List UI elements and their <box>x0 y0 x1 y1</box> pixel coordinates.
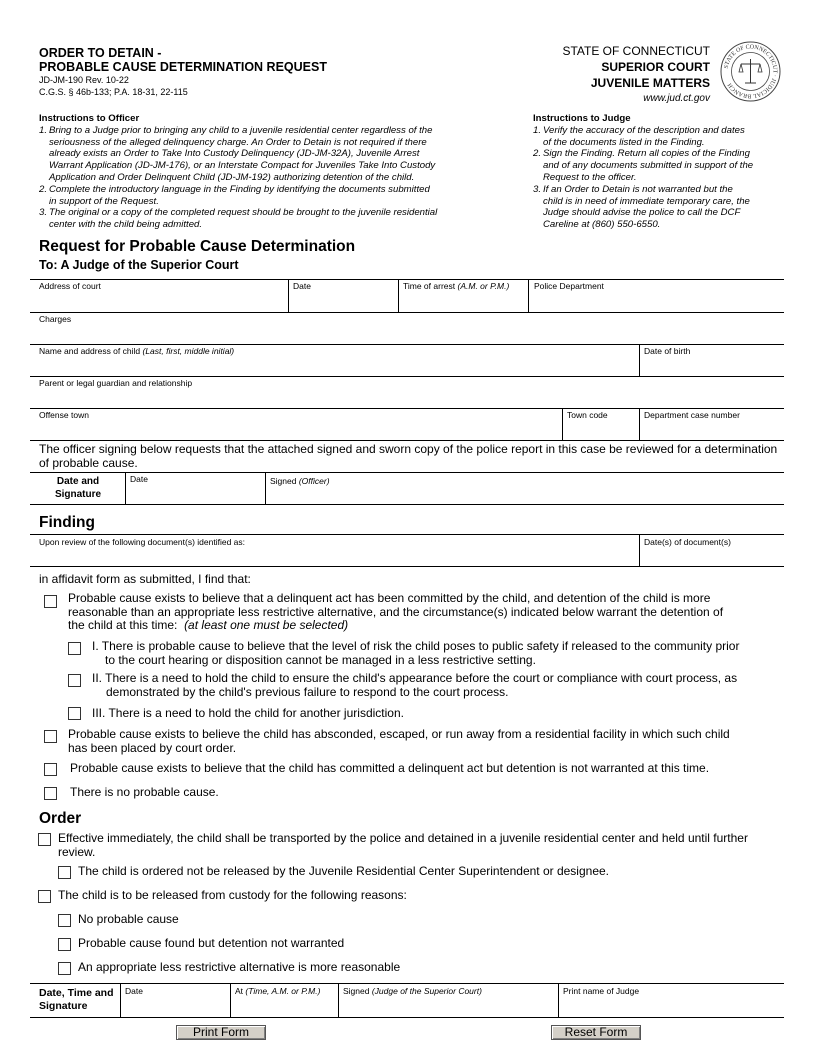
judicial-seal-icon <box>720 41 781 102</box>
reason-1: No probable cause <box>78 912 179 926</box>
at-least-one-note: (at least one must be selected) <box>184 618 349 632</box>
documents-identified-field[interactable] <box>31 547 638 566</box>
officer-instructions-heading: Instructions to Officer <box>39 113 140 124</box>
reason-3: An appropriate less restrictive alternative is more reasonable <box>78 960 401 974</box>
charges-field[interactable] <box>31 324 783 344</box>
judge-date-label: Date <box>125 986 143 996</box>
reason-no-probable-cause-checkbox[interactable] <box>58 914 71 927</box>
upon-review-label: Upon review of the following document(s) identified as: <box>39 537 245 547</box>
finding-option-4: There is no probable cause. <box>70 785 219 799</box>
dates-of-documents-label: Date(s) of document(s) <box>644 537 731 547</box>
time-of-arrest-label: Time of arrest <box>403 281 456 291</box>
finding-option-2: Probable cause exists to believe the child has absconded, escaped, or run away from a residential facility in which such child has been placed by court order. <box>68 727 730 755</box>
town-code-field[interactable] <box>564 420 638 440</box>
judge-at-label: At <box>235 986 244 996</box>
print-name-label: Print name of Judge <box>563 986 640 996</box>
reason-detention-not-warranted-checkbox[interactable] <box>58 938 71 951</box>
town-code-label: Town code <box>567 410 608 420</box>
offense-town-field[interactable] <box>31 420 561 440</box>
judge-instruction-3: 3. If an Order to Detain is not warranted but the child is in need of immediate temporary care, the Judge should advise the police to call the DCF Careline at (860) 550-6550. <box>533 183 750 231</box>
finding-probable-cause-detention-checkbox[interactable] <box>44 595 57 608</box>
officer-instruction-1: 1. Bring to a Judge prior to bringing any child to a juvenile residential center regardless of the seriousness of the alleged delinquency charge. An Order to Detain is not required if there already exists an Order to Take Into Custody Delinquency (JD-JM-32A), Juvenile Arrest Warrant Application (JD-JM-176), or an Interstate Compact for Juveniles Take Into Custody Application and Order Delinquent Child (JD-JM-192) authorizing detention of the child. <box>39 124 436 183</box>
finding-option-3: Probable cause exists to believe that the child has committed a delinquent act but detention is not warranted at this time. <box>70 761 710 775</box>
officer-signature-field[interactable] <box>267 486 783 504</box>
officer-instruction-2: 2. Complete the introductory language in the Finding by identifying the documents submitted in support of the Request. <box>39 183 430 207</box>
order-detain-checkbox[interactable] <box>38 833 51 846</box>
judge-instructions <box>533 113 793 231</box>
finding-no-probable-cause-checkbox[interactable] <box>44 787 57 800</box>
judge-date-field[interactable] <box>122 996 229 1016</box>
finding-absconded-checkbox[interactable] <box>44 730 57 743</box>
form-title-line1: ORDER TO DETAIN - <box>39 46 162 60</box>
officer-date-label: Date <box>130 474 148 484</box>
request-date-field[interactable] <box>290 291 397 312</box>
dept-case-number-field[interactable] <box>641 420 783 440</box>
dept-case-number-label: Department case number <box>644 410 740 420</box>
parent-guardian-label: Parent or legal guardian and relationship <box>39 378 193 388</box>
finding-sub-1: I. There is probable cause to believe that the level of risk the child poses to public safety if released to the community prior to the court hearing or disposition cannot be managed in a less restrictive setting. <box>92 639 740 667</box>
judge-at-note: (Time, A.M. or P.M.) <box>245 986 321 996</box>
police-department-label: Police Department <box>534 281 604 291</box>
finding-heading: Finding <box>39 514 95 531</box>
judge-instructions-heading: Instructions to Judge <box>533 113 631 124</box>
finding-appearance-checkbox[interactable] <box>68 674 81 687</box>
time-of-arrest-note: (A.M. or P.M.) <box>457 281 510 291</box>
officer-signed-note: (Officer) <box>298 476 330 486</box>
judge-signed-label: Signed <box>343 986 370 996</box>
divider <box>30 279 784 280</box>
charges-label: Charges <box>39 314 72 324</box>
division-name: JUVENILE MATTERS <box>590 76 710 90</box>
form-number: JD-JM-190 Rev. 10-22 <box>39 75 129 85</box>
form-title-line2: PROBABLE CAUSE DETERMINATION REQUEST <box>39 60 327 74</box>
state-name: STATE OF CONNECTICUT <box>562 44 710 58</box>
date-of-birth-label: Date of birth <box>644 346 691 356</box>
offense-town-label: Offense town <box>39 410 89 420</box>
request-heading: Request for Probable Cause Determination <box>39 238 356 255</box>
address-of-court-label: Address of court <box>39 281 101 291</box>
child-name-label: Name and address of child <box>39 346 141 356</box>
dates-of-documents-field[interactable] <box>641 547 783 566</box>
order-release-checkbox[interactable] <box>38 890 51 903</box>
finding-detention-not-warranted-checkbox[interactable] <box>44 763 57 776</box>
officer-instructions <box>39 113 509 231</box>
judge-signed-note: (Judge of the Superior Court) <box>371 986 482 996</box>
time-of-arrest-field[interactable] <box>400 291 527 312</box>
judge-signature-field[interactable] <box>340 996 557 1016</box>
finding-other-jurisdiction-checkbox[interactable] <box>68 707 81 720</box>
finding-public-safety-checkbox[interactable] <box>68 642 81 655</box>
reason-less-restrictive-checkbox[interactable] <box>58 962 71 975</box>
order-option-2: The child is to be released from custody for the following reasons: <box>58 888 407 902</box>
request-to: To: A Judge of the Superior Court <box>39 258 239 272</box>
police-department-field[interactable] <box>530 291 783 312</box>
order-heading: Order <box>39 810 82 827</box>
court-name: SUPERIOR COURT <box>601 60 710 74</box>
officer-statement: The officer signing below requests that the attached signed and sworn copy of the police report in this case be reviewed for a determination of probable cause. <box>39 442 778 470</box>
judge-date-time-signature-label: Date, Time and Signature <box>39 987 114 1012</box>
statute: C.G.S. § 46b-133; P.A. 18-31, 22-115 <box>39 87 188 97</box>
judge-instruction-1: 1. Verify the accuracy of the description and dates of the documents listed in the Finding. <box>533 124 745 148</box>
officer-signed-label: Signed <box>270 476 297 486</box>
date-label: Date <box>293 281 311 291</box>
reset-form-button[interactable]: Reset Form <box>551 1025 641 1040</box>
officer-date-signature-label: Date and Signature <box>54 476 102 500</box>
print-name-field[interactable] <box>560 996 783 1016</box>
seal-text: STATE OF CONNECTICUT · JUDICIAL BRANCH <box>723 44 778 99</box>
reason-2: Probable cause found but detention not warranted <box>78 936 345 950</box>
child-name-note: (Last, first, middle initial) <box>142 346 235 356</box>
affidavit-text: in affidavit form as submitted, I find that: <box>39 572 251 586</box>
order-option-1-sub: The child is ordered not be released by the Juvenile Residential Center Superintendent or designee. <box>78 864 609 878</box>
order-not-released-checkbox[interactable] <box>58 866 71 879</box>
judge-instruction-2: 2. Sign the Finding. Return all copies of the Finding and of any documents submitted in support of the Request to the officer. <box>533 148 754 183</box>
finding-sub-2: II. There is a need to hold the child to ensure the child's appearance before the court or compliance with court process, as demonstrated by the child's previous failure to respond to the court process. <box>92 671 738 699</box>
finding-option-1: Probable cause exists to believe that a delinquent act has been committed by the child, and detention of the child is more reasonable than an appropriate less restrictive alternative, and the circumstance(s) indicated below warrant the detention of the child at this time: (at least one must be selected) <box>68 591 724 632</box>
officer-instruction-3: 3. The original or a copy of the completed request should be brought to the juvenile residential center with the child being admitted. <box>39 207 438 231</box>
judge-time-field[interactable] <box>232 996 337 1016</box>
address-of-court-field[interactable] <box>31 291 287 312</box>
finding-sub-3: III. There is a need to hold the child for another jurisdiction. <box>92 706 404 720</box>
print-form-button[interactable]: Print Form <box>176 1025 266 1040</box>
date-of-birth-field[interactable] <box>641 356 783 376</box>
website: www.jud.ct.gov <box>643 93 710 104</box>
child-name-address-field[interactable] <box>31 356 638 376</box>
officer-date-field[interactable] <box>127 484 264 504</box>
parent-guardian-field[interactable] <box>31 388 783 408</box>
order-option-1: Effective immediately, the child shall be transported by the police and detained in a juvenile residential center and held until further review. <box>58 831 748 859</box>
